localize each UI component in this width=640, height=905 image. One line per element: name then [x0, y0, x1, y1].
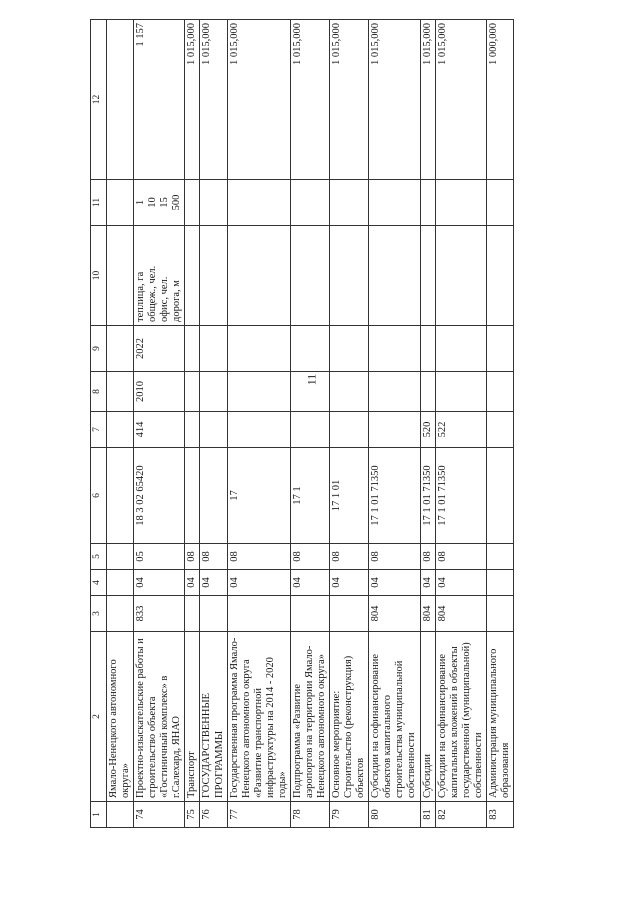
row-number: 80	[369, 802, 420, 828]
cell-subsection: 08	[227, 544, 290, 570]
row-name: Субсидии на софинансирование капитальных вложений в объекты государственной (муниципальной) собственности	[435, 632, 486, 802]
row-name: Подпрограмма «Развитие аэропортов на территории Ямало-Ненецкого автономного округа»	[290, 632, 329, 802]
column-header: 7	[91, 412, 107, 448]
cell-capacity-line: 500	[171, 194, 183, 211]
cell-end-year	[227, 326, 290, 372]
cell-amount: 1 015,000	[369, 20, 420, 180]
cell-section: 04	[200, 570, 227, 596]
table-row	[200, 20, 227, 828]
cell-end-year: 2022	[134, 326, 185, 372]
cell-capacity	[134, 180, 185, 226]
row-number: 78	[290, 802, 329, 828]
cell-subsection: 08	[369, 544, 420, 570]
column-header: 6	[91, 448, 107, 544]
cell-start-year	[369, 372, 420, 412]
cell-capacity	[200, 180, 227, 226]
cell-code: 804	[420, 596, 435, 632]
cell-section: 04	[369, 570, 420, 596]
cell-amount: 1 157	[134, 20, 185, 180]
cell-section: 04	[420, 570, 435, 596]
cell-unit	[420, 226, 435, 326]
cell-unit	[185, 226, 200, 326]
cell-capacity	[486, 180, 513, 226]
column-header: 5	[91, 544, 107, 570]
cell-unit	[200, 226, 227, 326]
cell-unit	[369, 226, 420, 326]
cell-amount: 1 015,000	[420, 20, 435, 180]
row-name: Проектно-изыскательские работы и строительство объекта «Гостиничный комплекс» в г.Салехард, ЯНАО	[134, 632, 185, 802]
row-name: Субсидии	[420, 632, 435, 802]
cell-amount: 1 015,000	[200, 20, 227, 180]
cell-code	[290, 596, 329, 632]
cell-target-article: 17 1 01 71350	[435, 448, 486, 544]
row-number: 74	[134, 802, 185, 828]
cell-unit-line: общеж., чел.	[147, 265, 159, 322]
table-row	[134, 20, 185, 828]
cell-subsection: 08	[435, 544, 486, 570]
cell-expense-type	[185, 412, 200, 448]
cell-amount: 1 015,000	[290, 20, 329, 180]
header-row	[91, 20, 107, 828]
cell-expense-type: 520	[420, 412, 435, 448]
column-header: 1	[91, 802, 107, 828]
column-header: 4	[91, 570, 107, 596]
cell-expense-type: 414	[134, 412, 185, 448]
column-header: 8	[91, 372, 107, 412]
cell-amount: 1 000,000	[486, 20, 513, 180]
cell-unit	[435, 226, 486, 326]
cell-unit	[330, 226, 369, 326]
cell-capacity	[290, 180, 329, 226]
table-row	[435, 20, 486, 828]
cell-end-year	[369, 326, 420, 372]
cell-section: 04	[227, 570, 290, 596]
cell-unit	[134, 226, 185, 326]
row-number: 79	[330, 802, 369, 828]
cell-section: 04	[435, 570, 486, 596]
cell-amount: 1 015,000	[435, 20, 486, 180]
cell-start-year	[227, 372, 290, 412]
column-header: 2	[91, 632, 107, 802]
cell-expense-type	[330, 412, 369, 448]
cell-start-year: 2010	[134, 372, 185, 412]
table-row	[486, 20, 513, 828]
row-name: Администрация муниципального образования	[486, 632, 513, 802]
cell-target-article	[486, 448, 513, 544]
cell-unit	[227, 226, 290, 326]
cell-subsection: 08	[290, 544, 329, 570]
column-header: 3	[91, 596, 107, 632]
cell-section: 04	[290, 570, 329, 596]
cell-code	[330, 596, 369, 632]
cell-start-year	[185, 372, 200, 412]
table-row	[290, 20, 329, 828]
row-number: 81	[420, 802, 435, 828]
cell-unit-line: офис, чел.	[159, 276, 171, 322]
budget-table	[90, 19, 514, 828]
cell-end-year	[330, 326, 369, 372]
row-number: 77	[227, 802, 290, 828]
cell-start-year	[290, 372, 329, 412]
row-number: 82	[435, 802, 486, 828]
cell-subsection: 08	[200, 544, 227, 570]
cell-start-year	[486, 372, 513, 412]
cell-target-article: 17 1 01 71350	[369, 448, 420, 544]
cell-code	[200, 596, 227, 632]
cell-code: 833	[134, 596, 185, 632]
cell-capacity	[420, 180, 435, 226]
cell-code: 804	[435, 596, 486, 632]
cell-target-article: 17 1 01	[330, 448, 369, 544]
cell-code	[486, 596, 513, 632]
cell-target-article: 17 1	[290, 448, 329, 544]
table-row	[369, 20, 420, 828]
cell-unit	[486, 226, 513, 326]
cell-end-year	[200, 326, 227, 372]
cell-amount: 1 015,000	[185, 20, 200, 180]
row-name: Субсидии на софинансирование объектов капитального строительства муниципальной собственности	[369, 632, 420, 802]
cell-unit-line: дорога, м	[171, 280, 183, 322]
continuation-row	[107, 20, 134, 828]
cell-code	[185, 596, 200, 632]
cell-code	[227, 596, 290, 632]
row-name: Государственная программа Ямало-Ненецкого автономного округа «Развитие транспортной инфраструктуры на 2014 - 2020 годы»	[227, 632, 290, 802]
cell-section: 04	[330, 570, 369, 596]
cell-expense-type: 522	[435, 412, 486, 448]
column-header: 12	[91, 20, 107, 180]
cell-end-year	[290, 326, 329, 372]
row-number: 76	[200, 802, 227, 828]
row-number: 75	[185, 802, 200, 828]
table-row	[185, 20, 200, 828]
cell-capacity	[369, 180, 420, 226]
cell-expense-type	[227, 412, 290, 448]
cell-subsection: 08	[420, 544, 435, 570]
cell-capacity-line: 1	[135, 199, 147, 206]
cell-amount: 1 015,000	[330, 20, 369, 180]
cell-end-year	[420, 326, 435, 372]
cell-unit	[290, 226, 329, 326]
cell-start-year	[420, 372, 435, 412]
cell-target-article	[185, 448, 200, 544]
column-header: 10	[91, 226, 107, 326]
cell-target-article: 18 3 02 65420	[134, 448, 185, 544]
column-header: 9	[91, 326, 107, 372]
cell-end-year	[486, 326, 513, 372]
table-rotated-container	[90, 20, 588, 828]
row-name: ГОСУДАРСТВЕННЫЕ ПРОГРАММЫ	[200, 632, 227, 802]
cell-subsection: 08	[185, 544, 200, 570]
cell-section	[486, 570, 513, 596]
cell-start-year	[435, 372, 486, 412]
cell-amount: 1 015,000	[227, 20, 290, 180]
cell-target-article	[200, 448, 227, 544]
cell-expense-type	[290, 412, 329, 448]
cell-expense-type	[486, 412, 513, 448]
cell-capacity	[227, 180, 290, 226]
cell-capacity	[185, 180, 200, 226]
cell-capacity	[330, 180, 369, 226]
row-number: 83	[486, 802, 513, 828]
cell-section: 04	[185, 570, 200, 596]
cell-capacity-line: 10	[147, 197, 159, 208]
cell-section: 04	[134, 570, 185, 596]
continuation-text: Ямало-Ненецкого автономного округа»	[107, 632, 134, 802]
cell-subsection: 08	[330, 544, 369, 570]
cell-start-year	[200, 372, 227, 412]
cell-capacity-line: 15	[159, 197, 171, 208]
table-row	[420, 20, 435, 828]
cell-expense-type	[200, 412, 227, 448]
column-header: 11	[91, 180, 107, 226]
page-number: 11	[304, 373, 319, 386]
cell-subsection	[486, 544, 513, 570]
cell-start-year	[330, 372, 369, 412]
table-row	[227, 20, 290, 828]
cell-subsection: 05	[134, 544, 185, 570]
cell-code: 804	[369, 596, 420, 632]
cell-end-year	[185, 326, 200, 372]
cell-expense-type	[369, 412, 420, 448]
row-name: Основное мероприятие: Строительство (реконструкция) объектов	[330, 632, 369, 802]
cell-capacity	[435, 180, 486, 226]
table-row	[330, 20, 369, 828]
cell-end-year	[435, 326, 486, 372]
cell-target-article: 17	[227, 448, 290, 544]
cell-unit-line: теплица, га	[135, 271, 147, 322]
row-name: Транспорт	[185, 632, 200, 802]
cell-target-article: 17 1 01 71350	[420, 448, 435, 544]
